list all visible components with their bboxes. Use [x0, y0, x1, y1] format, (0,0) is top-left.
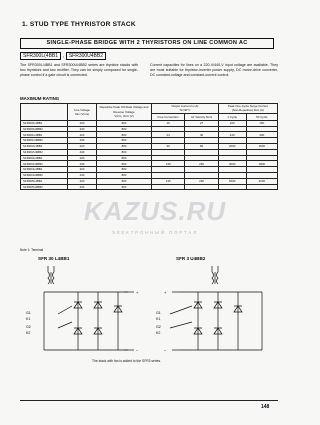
cell-c50: 3100: [246, 178, 277, 184]
cell-vac: 220: [68, 144, 97, 150]
terminal-k1-left: K1: [26, 317, 31, 321]
cell-model: SFR305U4BB2: [21, 184, 68, 190]
terminal-k2-left: K2: [26, 331, 31, 335]
cell-model: SFR303L4BB1: [21, 155, 68, 161]
terminal-g1-right: G1: [156, 311, 161, 315]
cell-vac: 440: [68, 172, 97, 178]
svg-text:−: −: [136, 348, 139, 353]
cell-free: 16: [152, 120, 185, 126]
diagram-right-label: SFR 3 U4BB2: [176, 256, 206, 261]
cell-model: SFR301U4BB2: [21, 138, 68, 144]
cell-air: 82: [185, 144, 219, 150]
cell-vac: 440: [68, 126, 97, 132]
watermark-subtitle: ЭЛЕКТРОННЫЙ ПОРТАЛ: [111, 230, 199, 235]
cell-model: SFR304L4BB1: [21, 167, 68, 173]
cell-vac: 440: [68, 149, 97, 155]
model-names: SFR300L(4BB1 , SFR300U4BB2: [20, 53, 108, 60]
cell-free: [152, 184, 185, 190]
footer-rule: [20, 400, 278, 401]
cell-c1: 5000: [218, 178, 246, 184]
col-output-current: Output Current Io (A) Tc=40°C: [152, 104, 219, 114]
svg-text:+: +: [164, 290, 167, 295]
model-name-2: SFR300U4BB2: [66, 52, 106, 60]
cell-c50: 1800: [246, 161, 277, 167]
svg-text:+: +: [136, 290, 139, 295]
cell-air: 36: [185, 132, 219, 138]
footnote: The stack with fan is added to the SFR3 series.: [92, 359, 162, 363]
cell-c1: 2000: [218, 144, 246, 150]
cell-vac: 220: [68, 178, 97, 184]
col-surge: Peak One-Cycle Surge Current (Non-Repetitive) Itsm (A): [218, 104, 277, 114]
col-surge-50: 50 Cycle: [246, 113, 277, 120]
cell-c50: 300: [246, 132, 277, 138]
cell-vrrm: 800: [97, 126, 152, 132]
cell-model: SFR301L4BB1: [21, 132, 68, 138]
cell-air: [185, 184, 219, 190]
svg-text:−: −: [164, 348, 167, 353]
model-name-1: SFR300L(4BB1: [20, 52, 61, 60]
cell-c1: 220: [218, 120, 246, 126]
table-row: [21, 184, 278, 190]
cell-model: SFR304U4BB2: [21, 172, 68, 178]
cell-air: 260: [185, 161, 219, 167]
circuit-diagram-left: [18, 262, 148, 357]
cell-vac: 440: [68, 184, 97, 190]
cell-model: SFR305L4BB1: [21, 178, 68, 184]
col-repetitive: Repetitive Peak Off-State Voltage and Reverse Voltage Vdrm, Vrrm (V): [97, 104, 152, 121]
cell-model: SFR300U4BB2: [21, 126, 68, 132]
cell-free: 135: [152, 161, 185, 167]
watermark-logo: KAZUS.RU: [83, 196, 227, 226]
terminal-g2-left: G2: [26, 325, 31, 329]
max-rating-table: [20, 103, 278, 190]
cell-vrrm: 800: [97, 144, 152, 150]
cell-vrrm: 800: [97, 155, 152, 161]
cell-free: 30: [152, 144, 185, 150]
page-number: 148: [261, 404, 270, 410]
terminal-k2-right: K2: [156, 331, 161, 335]
section-banner: SINGLE-PHASE BRIDGE WITH 2 THYRISTORS ON LINE COMMON AC: [20, 38, 274, 49]
terminal-g1-left: G1: [26, 311, 31, 315]
col-model: [21, 104, 68, 121]
cell-vrrm: 800: [97, 167, 152, 173]
cell-c1: [218, 184, 246, 190]
col-free-convection: Free Convection: [152, 113, 185, 120]
col-surge-1cycle: 1 Cycle: [218, 113, 246, 120]
cell-vac: 440: [68, 138, 97, 144]
cell-model: SFR302U4BB2: [21, 149, 68, 155]
cell-c50: 150: [246, 120, 277, 126]
cell-c1: 440: [218, 132, 246, 138]
cell-vrrm: 800: [97, 178, 152, 184]
cell-air: 290: [185, 178, 219, 184]
cell-model: SFR302L4BB1: [21, 144, 68, 150]
diagram-left-label: SFR 30 L4BB1: [38, 256, 70, 261]
cell-vrrm: 800: [97, 184, 152, 190]
col-line-voltage: Line Voltage Vac (Vrms): [68, 104, 97, 121]
max-rating-title: MAXIMUM RATING: [20, 96, 60, 101]
intro-right: Current capacities for lines on a 220-V/440-V input voltage are available. They are most suitable for thyristor-inverter power supply, DC motor-drive converter, DC constant-voltage and constant-current control.: [150, 63, 278, 77]
circuit-diagram-right: [150, 262, 280, 357]
diagram-left-title: Note 1: Terminal: [20, 248, 44, 252]
cell-c1: 3000: [218, 161, 246, 167]
cell-vac: 220: [68, 155, 97, 161]
section-heading: 1. STUD TYPE THYRISTOR STACK: [22, 21, 136, 28]
cell-vac: 220: [68, 120, 97, 126]
cell-c50: [246, 184, 277, 190]
cell-vac: 220: [68, 132, 97, 138]
cell-vrrm: 800: [97, 149, 152, 155]
cell-free: 135: [152, 178, 185, 184]
cell-c50: 1500: [246, 144, 277, 150]
intro-left: The SFR300L/4BB1 and SFR300U/4BB2 series are thyristor stacks with two thyristors and two rectifier. They can be simply composed for single-phase control if a gate circuit is connected.: [20, 63, 138, 77]
col-air-velocity: Air Velocity 5m/s: [185, 113, 219, 120]
cell-vrrm: 800: [97, 172, 152, 178]
cell-vac: 220: [68, 167, 97, 173]
terminal-g2-right: G2: [156, 325, 161, 329]
cell-vrrm: 800: [97, 132, 152, 138]
cell-model: SFR303U4BB2: [21, 161, 68, 167]
cell-free: 24: [152, 132, 185, 138]
cell-vrrm: 800: [97, 161, 152, 167]
cell-vrrm: 800: [97, 120, 152, 126]
cell-air: 27: [185, 120, 219, 126]
cell-vrrm: 800: [97, 138, 152, 144]
terminal-k1-right: K1: [156, 317, 161, 321]
cell-vac: 440: [68, 161, 97, 167]
cell-model: SFR300L4BB1: [21, 120, 68, 126]
